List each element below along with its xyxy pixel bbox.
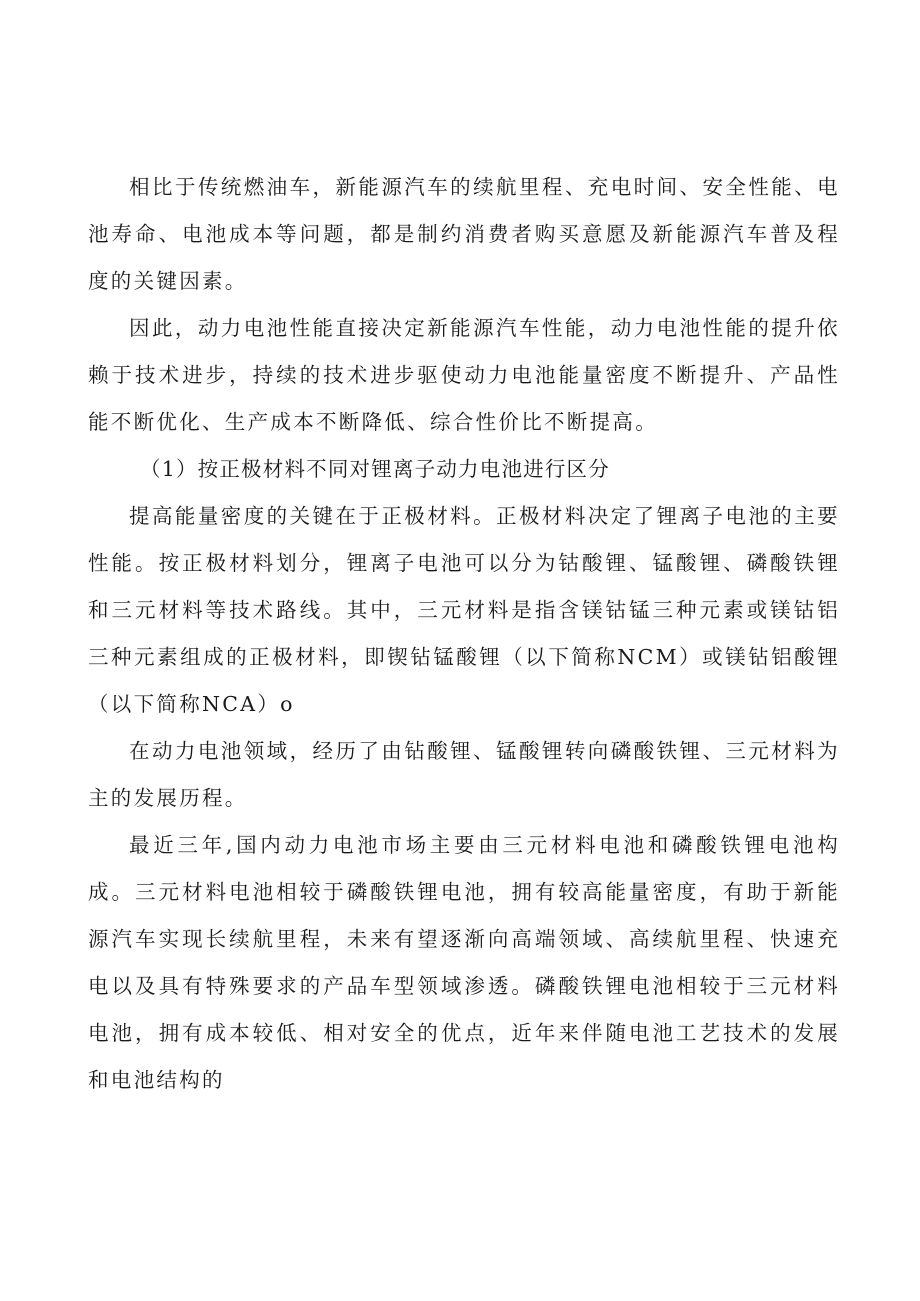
paragraph-1: 相比于传统燃油车，新能源汽车的续航里程、充电时间、安全性能、电池寿命、电池成本等问题，都是制约消费者购买意愿及新能源汽车普及程度的关键因素。 [88, 175, 840, 293]
paragraph-4: 在动力电池领域，经历了由钻酸锂、锰酸锂转向磷酸铁锂、三元材料为主的发展历程。 [88, 739, 840, 810]
paragraph-5: 最近三年,国内动力电池市场主要由三元材料电池和磷酸铁锂电池构成。三元材料电池相较于磷酸铁锂电池，拥有较高能量密度，有助于新能源汽车实现长续航里程，未来有望逐渐向高端领域、高续航里程、快速充电以及具有特殊要求的产品车型领域渗透。磷酸铁锂电池相较于三元材料电池，拥有成本较低、相对安全的优点，近年来伴随电池工艺技术的发展和电池结构的 [88, 833, 840, 1092]
document-page [88, 164, 840, 1104]
paragraph-2: 因此，动力电池性能直接决定新能源汽车性能，动力电池性能的提升依赖于技术进步，持续的技术进步驱使动力电池能量密度不断提升、产品性能不断优化、生产成本不断降低、综合性价比不断提高。 [88, 316, 840, 434]
section-heading: （1）按正极材料不同对锂离子动力电池进行区分 [140, 457, 610, 481]
paragraph-3: 提高能量密度的关键在于正极材料。正极材料决定了锂离子电池的主要性能。按正极材料划分，锂离子电池可以分为钴酸锂、锰酸锂、磷酸铁锂和三元材料等技术路线。其中，三元材料是指含镁钴锰三种元素或镁钴铝三种元素组成的正极材料，即锲钻锰酸锂（以下简称NCM）或镁钻铝酸锂（以下简称NCA）o [88, 504, 840, 716]
